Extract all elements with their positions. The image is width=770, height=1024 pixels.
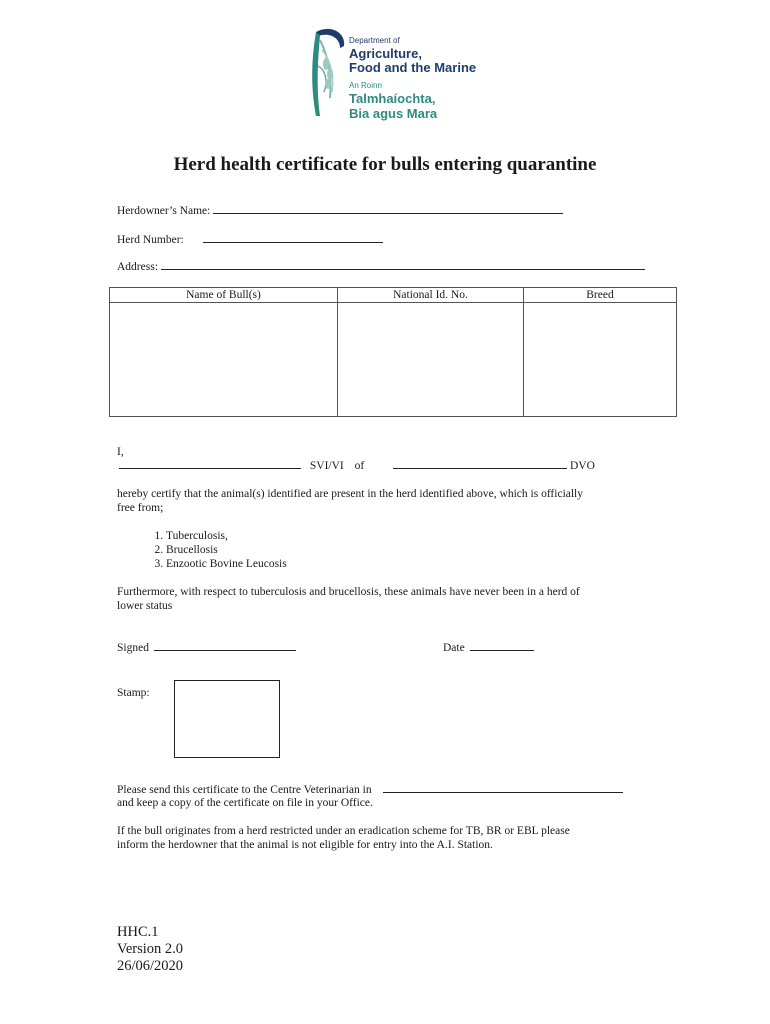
stamp-label: Stamp:: [117, 687, 150, 699]
logo-line-2: Agriculture,: [349, 46, 422, 61]
list-item: 2. Brucellosis: [166, 543, 287, 557]
certify-text-2: free from;: [117, 502, 164, 514]
i-label: I,: [117, 446, 124, 458]
national-id-cell[interactable]: [338, 303, 524, 417]
document-footer: [117, 924, 183, 975]
address-row: [117, 259, 645, 274]
centre-veterinarian-field[interactable]: [383, 782, 623, 793]
note-text-1: If the bull originates from a herd restricted under an eradication scheme for TB, BR or EBL please: [117, 825, 570, 837]
logo-line-6: Bia agus Mara: [349, 106, 438, 121]
department-logo: [306, 26, 476, 124]
svi-label: SVI/VI: [309, 460, 344, 472]
signed-label: Signed: [117, 642, 149, 654]
vet-line-row: [119, 458, 595, 473]
table-header-row: [110, 288, 677, 303]
disease-list: [142, 529, 287, 571]
col-national-id: National Id. No.: [338, 288, 524, 303]
form-code: HHC.1: [117, 924, 159, 940]
send-text-1: Please send this certificate to the Centre Veterinarian in: [117, 784, 372, 796]
further-text-2: lower status: [117, 600, 173, 612]
certify-text-1: hereby certify that the animal(s) identified are present in the herd identified above, which is officially: [117, 488, 584, 500]
date-field[interactable]: [470, 640, 534, 651]
logo-line-4: An Roinn: [349, 81, 382, 90]
col-breed: Breed: [524, 288, 677, 303]
form-version: Version 2.0: [117, 941, 184, 957]
herdowner-name-label: Herdowner’s Name:: [117, 205, 211, 217]
signed-row: [117, 640, 296, 655]
of-label: of: [354, 460, 365, 472]
date-label: Date: [443, 642, 465, 654]
logo-line-5: Talmhaíochta,: [349, 91, 436, 106]
breed-cell[interactable]: [524, 303, 677, 417]
dvo-label: DVO: [569, 460, 595, 472]
col-name-of-bulls: Name of Bull(s): [110, 288, 338, 303]
table-row: [110, 303, 677, 417]
further-text-1: Furthermore, with respect to tuberculosis and brucellosis, these animals have never been in a herd of: [117, 586, 580, 598]
bull-name-cell[interactable]: [110, 303, 338, 417]
logo-line-1: Department of: [349, 36, 400, 45]
list-item: 1. Tuberculosis,: [166, 529, 287, 543]
send-text-2: and keep a copy of the certificate on file in your Office.: [117, 797, 373, 809]
send-row: [117, 782, 623, 797]
herd-number-field[interactable]: [203, 232, 383, 243]
herd-number-label: Herd Number:: [117, 234, 184, 246]
list-item: 3. Enzootic Bovine Leucosis: [166, 557, 287, 571]
herdowner-name-field[interactable]: [213, 203, 563, 214]
page-title: Herd health certificate for bulls entering quarantine: [173, 154, 597, 175]
bulls-table: [109, 287, 677, 417]
date-row: [443, 640, 534, 655]
herdowner-name-row: [117, 203, 563, 218]
herd-number-row: [117, 232, 383, 247]
dvo-field[interactable]: [393, 458, 567, 469]
logo-line-3: Food and the Marine: [349, 60, 477, 75]
harp-icon: [306, 26, 350, 122]
vet-name-field[interactable]: [119, 458, 301, 469]
stamp-box[interactable]: [174, 680, 280, 758]
signature-field[interactable]: [154, 640, 296, 651]
note-text-2: inform the herdowner that the animal is not eligible for entry into the A.I. Station.: [117, 839, 493, 851]
address-field[interactable]: [161, 259, 645, 270]
form-date: 26/06/2020: [117, 958, 184, 974]
address-label: Address:: [117, 261, 158, 273]
